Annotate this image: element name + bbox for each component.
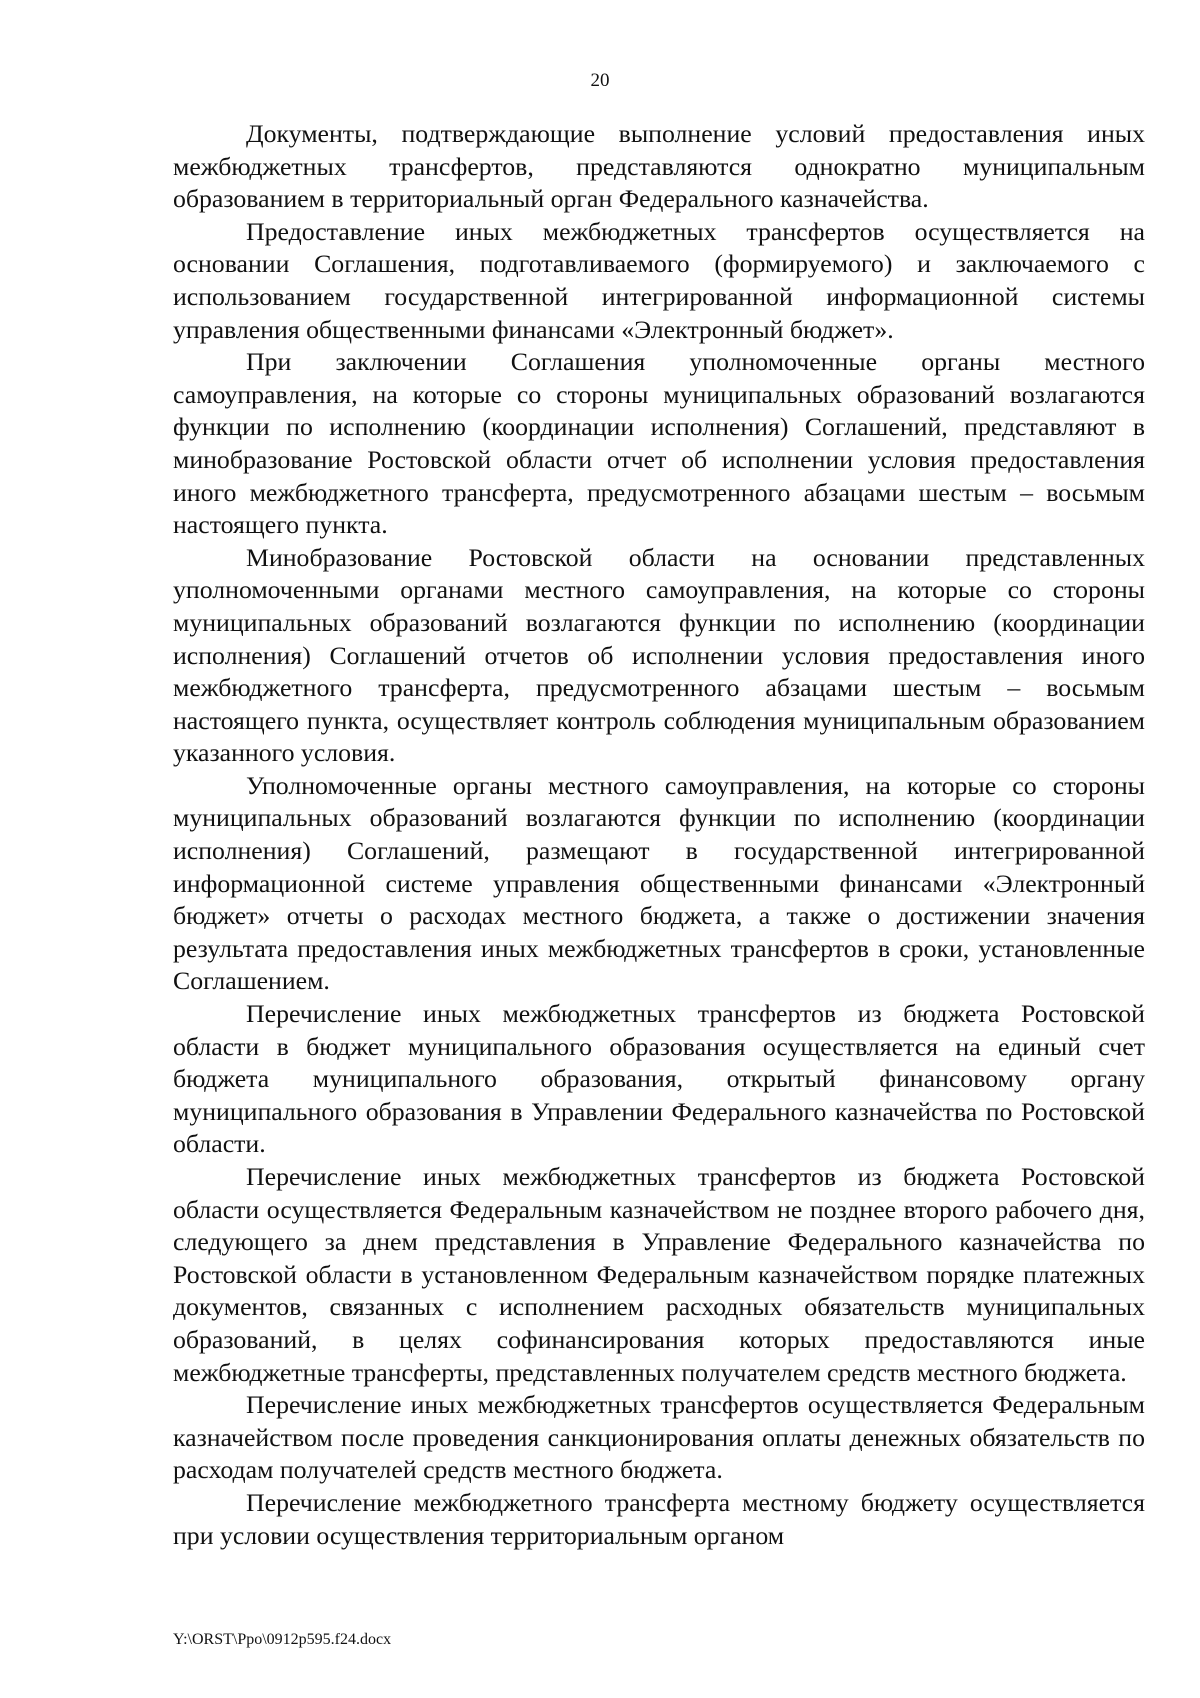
paragraph-8: Перечисление иных межбюджетных трансфертов осуществляется Федеральным казначейством после проведения санкционирования оплаты денежных обязательств по расходам получателей средств местного бюджета.	[173, 1390, 1145, 1485]
footer-file-path: Y:\ORST\Ppo\0912p595.f24.docx	[173, 1631, 392, 1648]
paragraph-3: При заключении Соглашения уполномоченные органы местного самоуправления, на которые со стороны муниципальных образований возлагаются функции по исполнению (координации исполнения) Соглашений, представляют в минобразование Ростовской области отчет об исполнении условия предоставления иного межбюджетного трансферта, предусмотренного абзацами шестым – восьмым настоящего пункта.	[173, 347, 1145, 540]
page-number: 20	[590, 70, 610, 91]
paragraph-1: Документы, подтверждающие выполнение условий предоставления иных межбюджетных трансфертов, представляются однократно муниципальным образованием в территориальный орган Федерального казначейства.	[173, 119, 1145, 214]
paragraph-7: Перечисление иных межбюджетных трансфертов из бюджета Ростовской области осуществляется Федеральным казначейством не позднее второго рабочего дня, следующего за днем представления в Управление Федерального казначейства по Ростовской области в установленном Федеральным казначейством порядке платежных документов, связанных с исполнением расходных обязательств муниципальных образований, в целях софинансирования которых предоставляются иные межбюджетные трансферты, представленных получателем средств местного бюджета.	[173, 1162, 1145, 1387]
paragraph-9: Перечисление межбюджетного трансферта местному бюджету осуществляется при условии осуществления территориальным органом	[173, 1487, 1145, 1550]
paragraph-5: Уполномоченные органы местного самоуправления, на которые со стороны муниципальных образований возлагаются функции по исполнению (координации исполнения) Соглашений, размещают в государственной интегрированной информационной системе управления общественными финансами «Электронный бюджет» отчеты о расходах местного бюджета, а также о достижении значения результата предоставления иных межбюджетных трансфертов в сроки, установленные Соглашением.	[173, 770, 1145, 996]
document-body	[173, 118, 1145, 1552]
paragraph-2: Предоставление иных межбюджетных трансфертов осуществляется на основании Соглашения, подготавливаемого (формируемого) и заключаемого с использованием государственной интегрированной информационной системы управления общественными финансами «Электронный бюджет».	[173, 216, 1145, 344]
paragraph-6: Перечисление иных межбюджетных трансфертов из бюджета Ростовской области в бюджет муниципального образования осуществляется на единый счет бюджета муниципального образования, открытый финансовому органу муниципального образования в Управлении Федерального казначейства по Ростовской области.	[173, 999, 1145, 1159]
paragraph-4: Минобразование Ростовской области на основании представленных уполномоченными органами местного самоуправления, на которые со стороны муниципальных образований возлагаются функции по исполнению (координации исполнения) Соглашений отчетов об исполнении условия предоставления иного межбюджетного трансферта, предусмотренного абзацами шестым – восьмым настоящего пункта, осуществляет контроль соблюдения муниципальным образованием указанного условия.	[173, 542, 1145, 768]
